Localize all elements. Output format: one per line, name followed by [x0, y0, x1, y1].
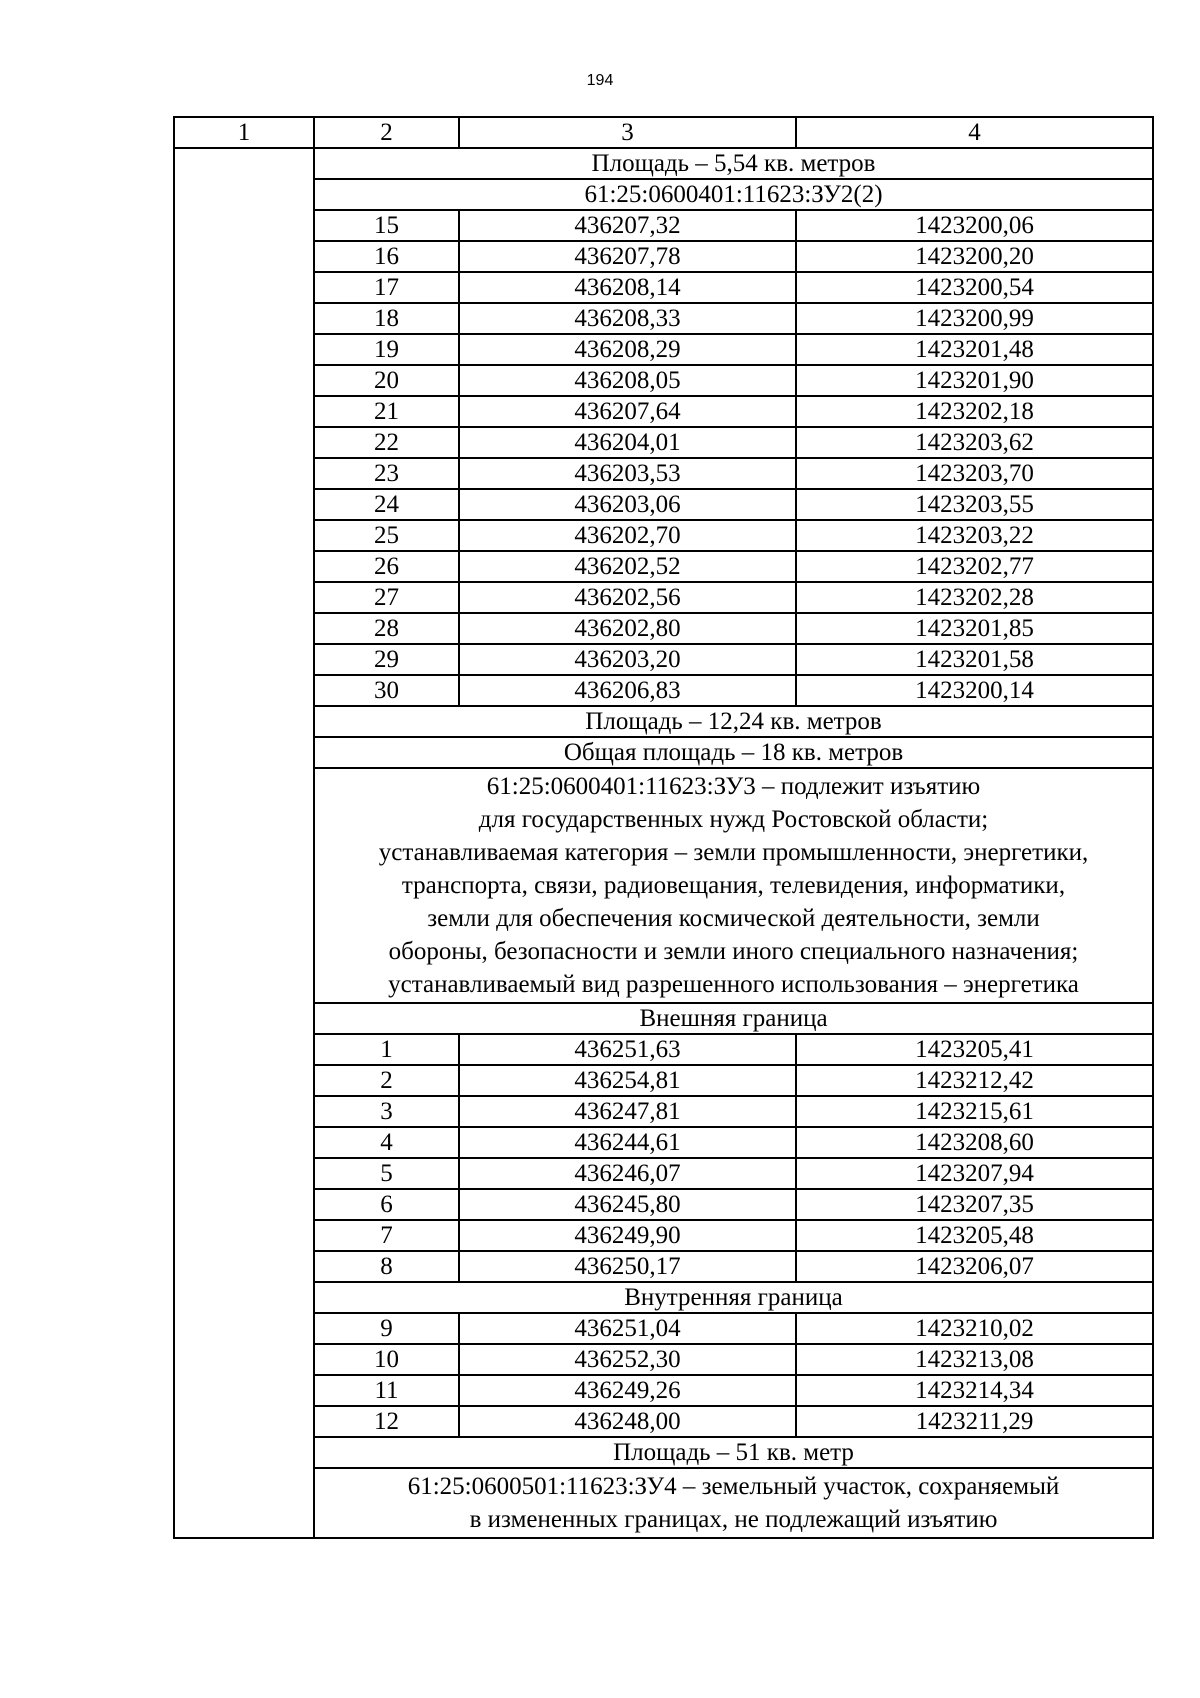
coord-x: 436248,00 [459, 1406, 796, 1437]
table-row [174, 365, 1153, 396]
description-line: устанавливаемая категория – земли промышленности, энергетики, [378, 839, 1089, 866]
coord-x: 436249,90 [459, 1220, 796, 1251]
point-number: 8 [314, 1251, 459, 1282]
parcel-description-row [174, 768, 1153, 1003]
point-number: 15 [314, 210, 459, 241]
description-line: земли для обеспечения космической деятельности, земли [427, 905, 1040, 932]
table-row [174, 1096, 1153, 1127]
table-row [174, 489, 1153, 520]
coord-x: 436208,05 [459, 365, 796, 396]
inner-boundary-label-row-cell: Внутренняя граница [314, 1282, 1153, 1313]
coord-x: 436250,17 [459, 1251, 796, 1282]
header-col-2: 2 [314, 117, 459, 148]
header-col-4: 4 [796, 117, 1153, 148]
table-row [174, 675, 1153, 706]
coord-y: 1423212,42 [796, 1065, 1153, 1096]
point-number: 24 [314, 489, 459, 520]
table-row [174, 551, 1153, 582]
coord-y: 1423211,29 [796, 1406, 1153, 1437]
coord-y: 1423203,55 [796, 489, 1153, 520]
point-number: 28 [314, 613, 459, 644]
header-col-1: 1 [174, 117, 314, 148]
description-line: в измененных границах, не подлежащий изъятию [469, 1506, 998, 1533]
total-area-row [174, 737, 1153, 768]
coord-x: 436208,14 [459, 272, 796, 303]
coord-y: 1423206,07 [796, 1251, 1153, 1282]
coord-x: 436254,81 [459, 1065, 796, 1096]
table-row [174, 1251, 1153, 1282]
coord-x: 436208,33 [459, 303, 796, 334]
table-row [174, 396, 1153, 427]
description-line: 61:25:0600401:11623:ЗУ3 – подлежит изъятию [486, 773, 981, 800]
column-1-cell [174, 148, 314, 1538]
table-row [174, 210, 1153, 241]
coord-y: 1423201,48 [796, 334, 1153, 365]
table-row [174, 272, 1153, 303]
coord-x: 436202,70 [459, 520, 796, 551]
table-row [174, 1375, 1153, 1406]
coord-y: 1423205,41 [796, 1034, 1153, 1065]
point-number: 20 [314, 365, 459, 396]
coord-y: 1423214,34 [796, 1375, 1153, 1406]
table-row [174, 1127, 1153, 1158]
point-number: 30 [314, 675, 459, 706]
coord-y: 1423203,22 [796, 520, 1153, 551]
table-row [174, 1065, 1153, 1096]
coord-y: 1423208,60 [796, 1127, 1153, 1158]
coord-x: 436252,30 [459, 1344, 796, 1375]
coord-y: 1423202,77 [796, 551, 1153, 582]
table-row [174, 458, 1153, 489]
table-row [174, 582, 1153, 613]
coord-y: 1423202,18 [796, 396, 1153, 427]
area-row-cell: Площадь – 5,54 кв. метров [314, 148, 1153, 179]
point-number: 21 [314, 396, 459, 427]
parcel-subtitle-row-cell: 61:25:0600401:11623:ЗУ2(2) [314, 179, 1153, 210]
table-row [174, 520, 1153, 551]
coord-x: 436249,26 [459, 1375, 796, 1406]
parcel-description-row [174, 1468, 1153, 1538]
inner-boundary-label-row [174, 1282, 1153, 1313]
table-row [174, 1313, 1153, 1344]
coord-y: 1423200,20 [796, 241, 1153, 272]
description-line: транспорта, связи, радиовещания, телевидения, информатики, [401, 872, 1066, 899]
area-row-cell: Площадь – 12,24 кв. метров [314, 706, 1153, 737]
table-row [174, 1344, 1153, 1375]
coord-x: 436202,80 [459, 613, 796, 644]
table-row [174, 1220, 1153, 1251]
coord-x: 436251,04 [459, 1313, 796, 1344]
coord-y: 1423200,99 [796, 303, 1153, 334]
point-number: 4 [314, 1127, 459, 1158]
description-line: для государственных нужд Ростовской области; [478, 806, 989, 833]
point-number: 27 [314, 582, 459, 613]
description-line: 61:25:0600501:11623:ЗУ4 – земельный участок, сохраняемый [407, 1473, 1060, 1500]
point-number: 9 [314, 1313, 459, 1344]
table-row [174, 334, 1153, 365]
coord-y: 1423202,28 [796, 582, 1153, 613]
coord-y: 1423203,62 [796, 427, 1153, 458]
point-number: 10 [314, 1344, 459, 1375]
point-number: 12 [314, 1406, 459, 1437]
coord-x: 436203,53 [459, 458, 796, 489]
table-row [174, 427, 1153, 458]
point-number: 23 [314, 458, 459, 489]
coord-x: 436247,81 [459, 1096, 796, 1127]
coord-x: 436251,63 [459, 1034, 796, 1065]
description-line: обороны, безопасности и земли иного специального назначения; [388, 938, 1079, 965]
area-row [174, 1437, 1153, 1468]
point-number: 2 [314, 1065, 459, 1096]
point-number: 19 [314, 334, 459, 365]
table-row [174, 303, 1153, 334]
coord-y: 1423200,54 [796, 272, 1153, 303]
coord-x: 436202,52 [459, 551, 796, 582]
parcel-description-row-cell [314, 768, 1153, 1003]
point-number: 22 [314, 427, 459, 458]
coord-x: 436207,32 [459, 210, 796, 241]
point-number: 25 [314, 520, 459, 551]
coord-y: 1423200,06 [796, 210, 1153, 241]
total-area-row-cell: Общая площадь – 18 кв. метров [314, 737, 1153, 768]
table-row [174, 613, 1153, 644]
coord-x: 436204,01 [459, 427, 796, 458]
coord-x: 436246,07 [459, 1158, 796, 1189]
parcel-subtitle-row [174, 179, 1153, 210]
table-row [174, 241, 1153, 272]
point-number: 16 [314, 241, 459, 272]
area-row-cell: Площадь – 51 кв. метр [314, 1437, 1153, 1468]
coord-y: 1423210,02 [796, 1313, 1153, 1344]
page-number: 194 [586, 72, 614, 89]
table-header-row [174, 117, 1153, 148]
coord-x: 436207,64 [459, 396, 796, 427]
outer-boundary-label-row [174, 1003, 1153, 1034]
point-number: 7 [314, 1220, 459, 1251]
area-row [174, 148, 1153, 179]
parcel-description-row-cell [314, 1468, 1153, 1538]
table-row [174, 1406, 1153, 1437]
table-row [174, 1034, 1153, 1065]
coord-x: 436206,83 [459, 675, 796, 706]
point-number: 18 [314, 303, 459, 334]
coord-x: 436245,80 [459, 1189, 796, 1220]
table-row [174, 644, 1153, 675]
coord-x: 436203,06 [459, 489, 796, 520]
description-line: устанавливаемый вид разрешенного использования – энергетика [388, 971, 1079, 998]
coord-y: 1423215,61 [796, 1096, 1153, 1127]
point-number: 17 [314, 272, 459, 303]
table-row [174, 1158, 1153, 1189]
outer-boundary-label-row-cell: Внешняя граница [314, 1003, 1153, 1034]
point-number: 1 [314, 1034, 459, 1065]
coord-x: 436207,78 [459, 241, 796, 272]
coord-x: 436203,20 [459, 644, 796, 675]
coord-y: 1423207,94 [796, 1158, 1153, 1189]
point-number: 29 [314, 644, 459, 675]
coord-y: 1423205,48 [796, 1220, 1153, 1251]
coord-y: 1423200,14 [796, 675, 1153, 706]
header-col-3: 3 [459, 117, 796, 148]
coord-y: 1423201,85 [796, 613, 1153, 644]
area-row [174, 706, 1153, 737]
coord-x: 436202,56 [459, 582, 796, 613]
point-number: 5 [314, 1158, 459, 1189]
coord-y: 1423213,08 [796, 1344, 1153, 1375]
coord-y: 1423203,70 [796, 458, 1153, 489]
point-number: 11 [314, 1375, 459, 1406]
coord-y: 1423201,58 [796, 644, 1153, 675]
table-row [174, 1189, 1153, 1220]
coord-y: 1423207,35 [796, 1189, 1153, 1220]
point-number: 6 [314, 1189, 459, 1220]
coord-x: 436208,29 [459, 334, 796, 365]
point-number: 26 [314, 551, 459, 582]
coord-y: 1423201,90 [796, 365, 1153, 396]
point-number: 3 [314, 1096, 459, 1127]
coordinates-table [173, 116, 1154, 1539]
coord-x: 436244,61 [459, 1127, 796, 1158]
